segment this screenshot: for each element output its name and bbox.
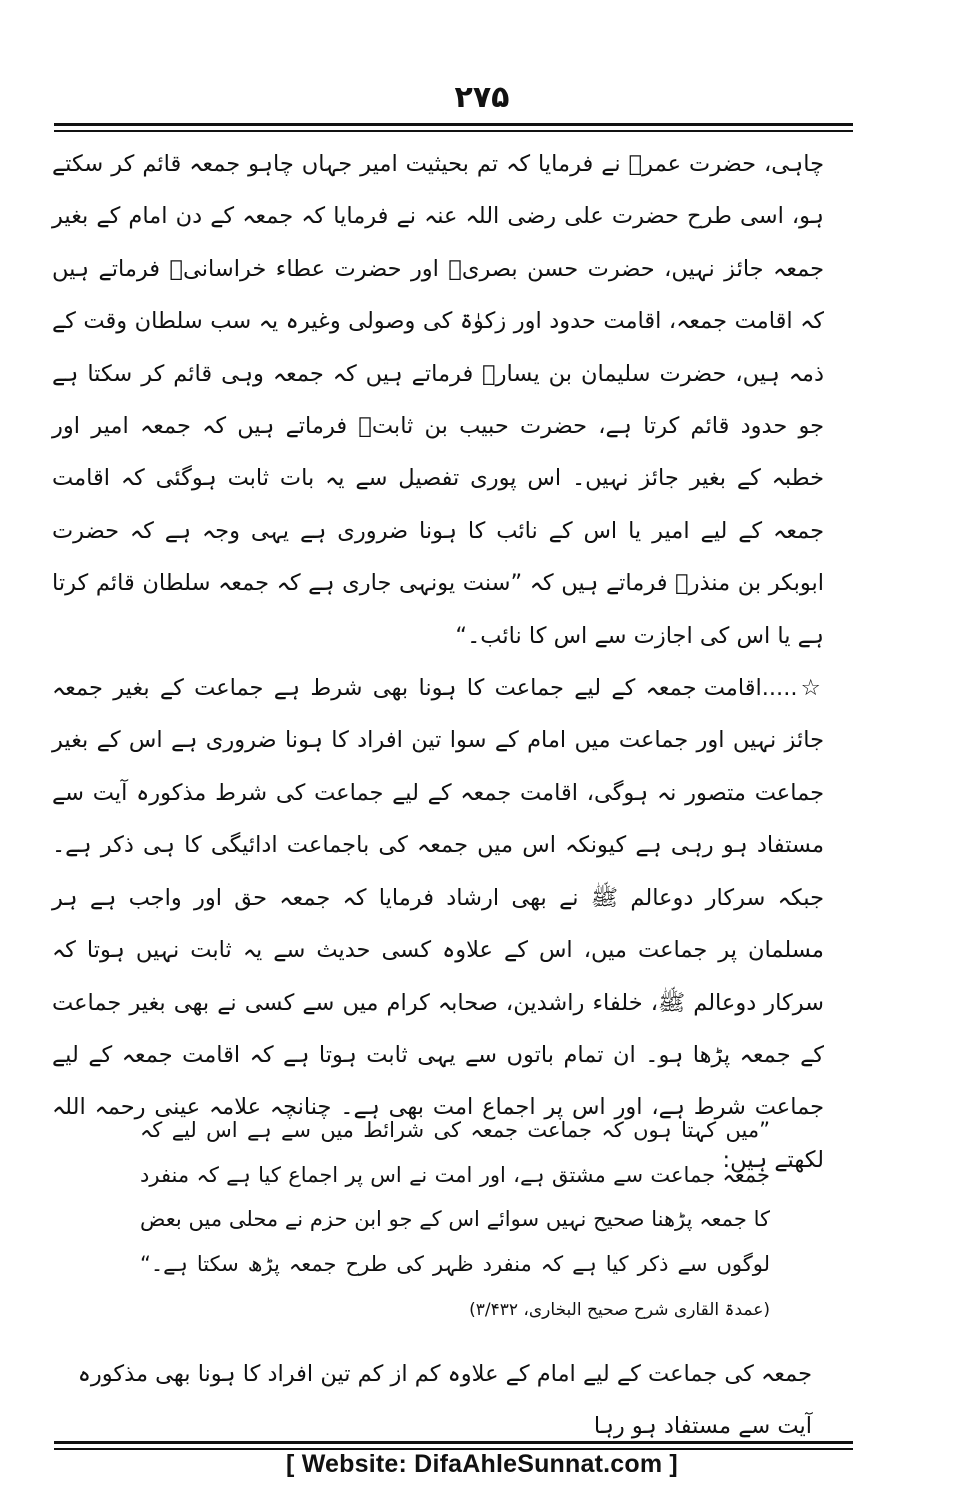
quote-body: ”میں کہتا ہوں کہ جماعت جمعہ کی شرائط میں سے ہے اس لیے کہ جمعہ جماعت سے مشتق ہے، اور امت نے اس پر اجماع کیا ہے کہ منفرد کا جمعہ پڑھنا صحیح نہیں سوائے اس کے جو ابن حزم نے محلی میں بعض لوگوں سے ذکر کیا ہے کہ منفرد ظہر کی طرح جمعہ پڑھ سکتا ہے۔“ <box>140 1118 770 1276</box>
closing-line: جمعہ کی جماعت کے لیے امام کے علاوہ کم از کم تین افراد کا ہونا بھی مذکورہ آیت سے مستفاد ہو رہا <box>77 1361 812 1439</box>
quote-reference: (عمدۃ القاری شرح صحیح البخاری، ۳/۴۳۲) <box>469 1300 770 1320</box>
page-number: ۲۷۵ <box>454 80 510 115</box>
star-bullet-icon: ☆..... <box>761 675 824 702</box>
quote-block <box>140 1108 770 1333</box>
paragraph-1: چاہی، حضرت عمرؓ نے فرمایا کہ تم بحیثیت امیر جہاں چاہو جمعہ قائم کر سکتے ہو، اسی طرح حضرت علی رضی اللہ عنہ نے فرمایا کہ جمعہ کے دن امام کے بغیر جمعہ جائز نہیں، حضرت حسن بصریؒ اور حضرت عطاء خراسانیؒ فرماتے ہیں کہ اقامت جمعہ، اقامت حدود اور زکوٰۃ کی وصولی وغیرہ یہ سب سلطان وقت کے ذمہ ہیں، حضرت سلیمان بن یسارؒ فرماتے ہیں کہ جمعہ وہی قائم کر سکتا ہے جو حدود قائم کرتا ہے، حضرت حبیب بن ثابتؒ فرماتے ہیں کہ جمعہ امیر اور خطبہ کے بغیر جائز نہیں۔ اس پوری تفصیل سے یہ بات ثابت ہوگئی کہ اقامت جمعہ کے لیے امیر یا اس کے نائب کا ہونا ضروری ہے یہی وجہ ہے کہ حضرت ابوبکر بن منذرؒ فرماتے ہیں کہ ”سنت یونہی جاری ہے کہ جمعہ سلطان قائم کرتا ہے یا اس کی اجازت سے اس کا نائب۔“ <box>52 151 824 649</box>
body-text <box>52 138 824 1186</box>
closing-text <box>52 1348 812 1452</box>
top-rule-thin <box>54 130 853 132</box>
bottom-rule-thick <box>54 1441 853 1444</box>
website-footer: [ Website: DifaAhleSunnat.com ] <box>286 1450 678 1478</box>
paragraph-2-text: اقامت جمعہ کے لیے جماعت کا ہونا بھی شرط ہے جماعت کے بغیر جمعہ جائز نہیں اور جماعت میں امام کے سوا تین افراد کا ہونا ضروری ہے اس کے بغیر جماعت متصور نہ ہوگی، اقامت جمعہ کے لیے جماعت کی شرط مذکورہ آیت سے مستفاد ہو رہی ہے کیونکہ اس میں جمعہ کی باجماعت ادائیگی کا ہی ذکر ہے۔ جبکہ سرکار دوعالم ﷺ نے بھی ارشاد فرمایا کہ جمعہ حق اور واجب ہے ہر مسلمان پر جماعت میں، اس کے علاوہ کسی حدیث سے یہ ثابت نہیں ہوتا کہ سرکار دوعالم ﷺ، خلفاء راشدین، صحابہ کرام میں سے کسی نے بھی بغیر جماعت کے جمعہ پڑھا ہو۔ ان تمام باتوں سے یہی ثابت ہوتا ہے کہ اقامت جمعہ کے لیے جماعت شرط ہے، اور اس پر اجماع امت بھی ہے۔ چنانچہ علامہ عینی رحمہ اللہ لکھتے ہیں: <box>52 675 824 1173</box>
quote-text <box>140 1108 770 1333</box>
top-rule-thick <box>54 123 853 126</box>
